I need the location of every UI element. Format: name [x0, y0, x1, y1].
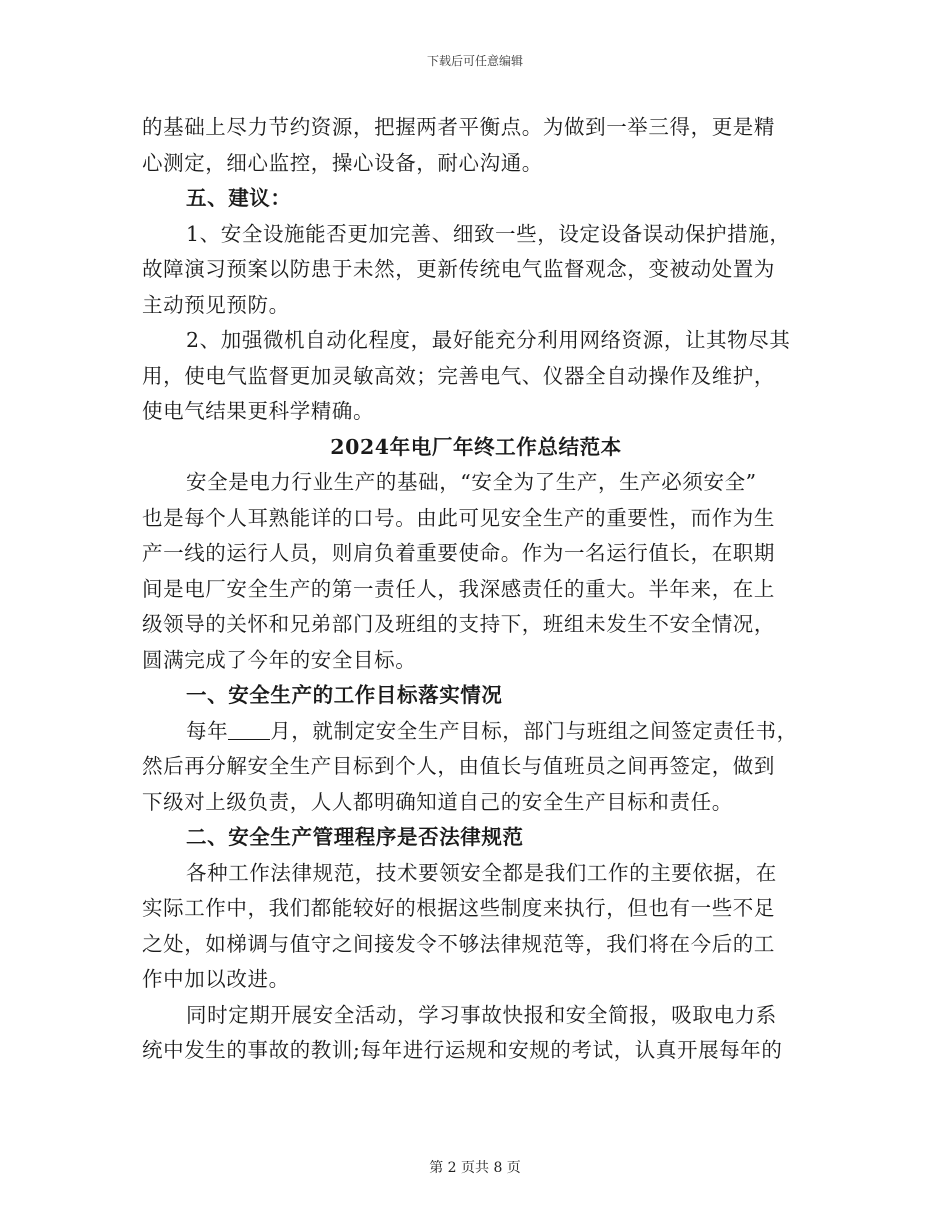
paragraph-line: 产一线的运行人员，则肩负着重要使命。作为一名运行值长，在职期	[142, 541, 775, 565]
section-heading: 五、建议：	[186, 186, 292, 210]
paragraph-line: 也是每个人耳熟能详的口号。由此可见安全生产的重要性，而作为生	[142, 505, 775, 530]
paragraph-line	[142, 714, 810, 750]
paragraph-text: 每年	[186, 718, 229, 743]
section-heading: 二、安全生产管理程序是否法律规范	[186, 825, 524, 849]
paragraph-line: 用，使电气监督更加灵敏高效；完善电气、仪器全自动操作及维护，	[142, 363, 775, 388]
paragraph-line: 级领导的关怀和兄弟部门及班组的支持下，班组未发生不安全情况，	[142, 612, 775, 636]
paragraph-line: 实际工作中，我们都能较好的根据这些制度来执行，但也有一些不足	[142, 896, 775, 920]
paragraph-line: 使电气结果更科学精确。	[142, 399, 375, 423]
paragraph-line: 心测定，细心监控，操心设备，耐心沟通。	[142, 150, 543, 175]
paragraph-line: 主动预见预防。	[142, 292, 290, 317]
paragraph-line: 之处，如梯调与值守之间接发令不够法律规范等，我们将在今后的工	[142, 931, 775, 956]
paragraph-line: 统中发生的事故的教训;每年进行运规和安规的考试，认真开展每年的	[142, 1038, 783, 1062]
paragraph-text: 月，就制定安全生产目标，部门与班组之间签定责任书，	[270, 718, 798, 743]
paragraph-line: 同时定期开展安全活动，学习事故快报和安全简报，吸取电力系	[186, 1002, 777, 1027]
fill-in-blank	[228, 717, 270, 740]
page-header: 下载后可任意编辑	[426, 54, 523, 68]
section-heading: 一、安全生产的工作目标落实情况	[186, 683, 503, 707]
paragraph-line: 各种工作法律规范，技术要领安全都是我们工作的主要依据，在	[186, 860, 777, 885]
paragraph-line: 2、加强微机自动化程度，最好能充分利用网络资源，让其物尽其	[186, 328, 791, 352]
paragraph-line: 圆满完成了今年的安全目标。	[142, 647, 417, 672]
paragraph-line: 下级对上级负责，人人都明确知道自己的安全生产目标和责任。	[142, 789, 733, 814]
paragraph-line: 作中加以改进。	[142, 967, 290, 991]
paragraph-line: 间是电厂安全生产的第一责任人，我深感责任的重大。半年来，在上	[142, 576, 775, 601]
paragraph-line: 然后再分解安全生产目标到个人，由值长与值班员之间再签定，做到	[142, 754, 775, 778]
page-footer: 第 2 页共 8 页	[429, 1160, 521, 1176]
paragraph-line: 1、安全设施能否更加完善、细致一些，设定设备误动保护措施，	[186, 221, 791, 246]
paragraph-line: 故障演习预案以防患于未然，更新传统电气监督观念，变被动处置为	[142, 257, 775, 281]
paragraph-line: 的基础上尽力节约资源，把握两者平衡点。为做到一举三得，更是精	[142, 115, 775, 139]
paragraph-line: 安全是电力行业生产的基础，“安全为了生产，生产必须安全”	[186, 470, 757, 494]
document-title: 2024年电厂年终工作总结范本	[330, 434, 622, 459]
document-body	[142, 110, 810, 1069]
